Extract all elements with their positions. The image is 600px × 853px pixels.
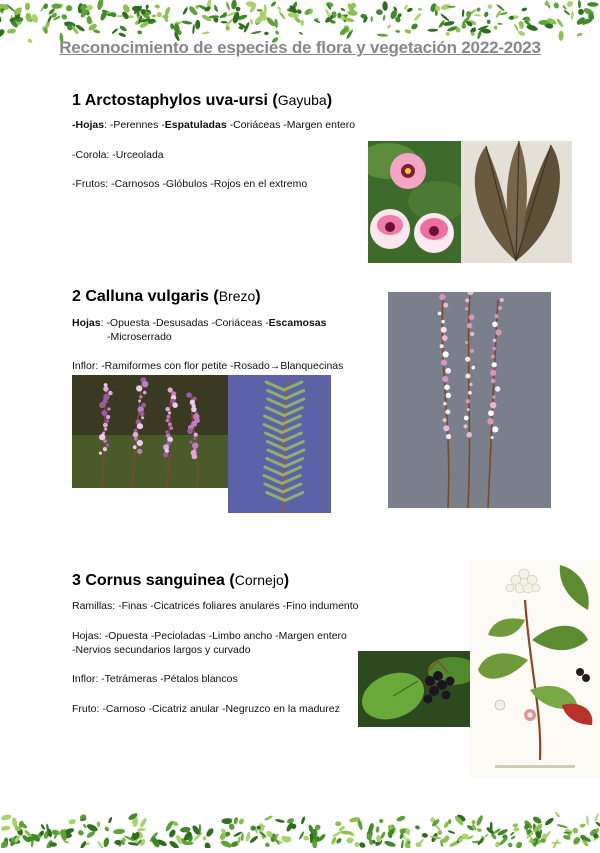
species-2-leaves-label: Hojas xyxy=(72,317,101,329)
species-1-corolla-line: -Corola: -Urceolada xyxy=(72,149,164,161)
species-3-fruit-line: Fruto: -Carnoso -Cicatriz anular -Negruzco en la madurez xyxy=(72,703,340,715)
cornejo-botanical-illustration xyxy=(470,560,600,778)
species-3-heading-close: ) xyxy=(283,572,290,589)
species-1-leaves-text: : -Perennes - xyxy=(104,119,165,131)
species-2-inflorescence-line: Inflor: -Ramiformes con flor petite -Rosado→Blanquecinas xyxy=(72,360,344,372)
species-1-fruits-line: -Frutos: -Carnosos -Glóbulos -Rojos en el extremo xyxy=(72,178,308,190)
species-1-common-name: Gayuba xyxy=(277,92,327,108)
brezo-flowers-photo xyxy=(72,375,228,488)
species-1-heading xyxy=(72,92,332,110)
species-1-scientific-name: 1 Arctostaphylos uva-ursi ( xyxy=(72,92,278,109)
species-2-common-name: Brezo xyxy=(218,288,256,304)
species-3-leaves-line: Hojas: -Opuesta -Pecioladas -Limbo ancho -Margen entero xyxy=(72,630,347,642)
species-1-leaves-bold: Espatuladas xyxy=(164,119,227,131)
bottom-garland-decoration xyxy=(0,798,600,848)
species-2-leaves-line-2: -Microserrado xyxy=(107,331,172,343)
species-1-leaves-line xyxy=(72,119,355,131)
species-3-heading xyxy=(72,572,289,590)
species-3-common-name: Cornejo xyxy=(234,572,284,588)
gayuba-leaves-photo xyxy=(461,141,572,263)
cornejo-berries-photo xyxy=(358,651,478,727)
species-2-leaves-bold: Escamosas xyxy=(268,317,327,329)
species-2-leaves-line xyxy=(72,317,326,329)
species-2-scientific-name: 2 Calluna vulgaris ( xyxy=(72,288,219,305)
brezo-branch-photo xyxy=(228,375,331,513)
species-3-twigs-line: Ramillas: -Finas -Cicatrices foliares anulares -Fino indumento xyxy=(72,600,359,612)
species-2-heading-close: ) xyxy=(255,288,261,305)
brezo-stem-photo xyxy=(388,292,551,508)
garland-leaves-icon xyxy=(0,798,600,848)
species-2-leaves-text: : -Opuesta -Desusadas -Coriáceas - xyxy=(100,317,269,329)
species-3-leaves-line-2: -Nervios secundarios largos y curvado xyxy=(72,644,251,656)
species-1-leaves-label: -Hojas xyxy=(72,119,105,131)
species-2-heading xyxy=(72,288,261,306)
species-3-scientific-name: 3 Cornus sanguinea ( xyxy=(72,572,235,589)
species-1-heading-close: ) xyxy=(326,92,333,109)
species-1-leaves-rest: -Coriáceas -Margen entero xyxy=(226,119,356,131)
species-3-inflorescence-line: Inflor: -Tetrámeras -Pétalos blancos xyxy=(72,673,238,685)
page-title: Reconocimiento de especies de flora y vegetación 2022-2023 xyxy=(59,38,541,57)
gayuba-flowers-photo xyxy=(368,141,461,263)
